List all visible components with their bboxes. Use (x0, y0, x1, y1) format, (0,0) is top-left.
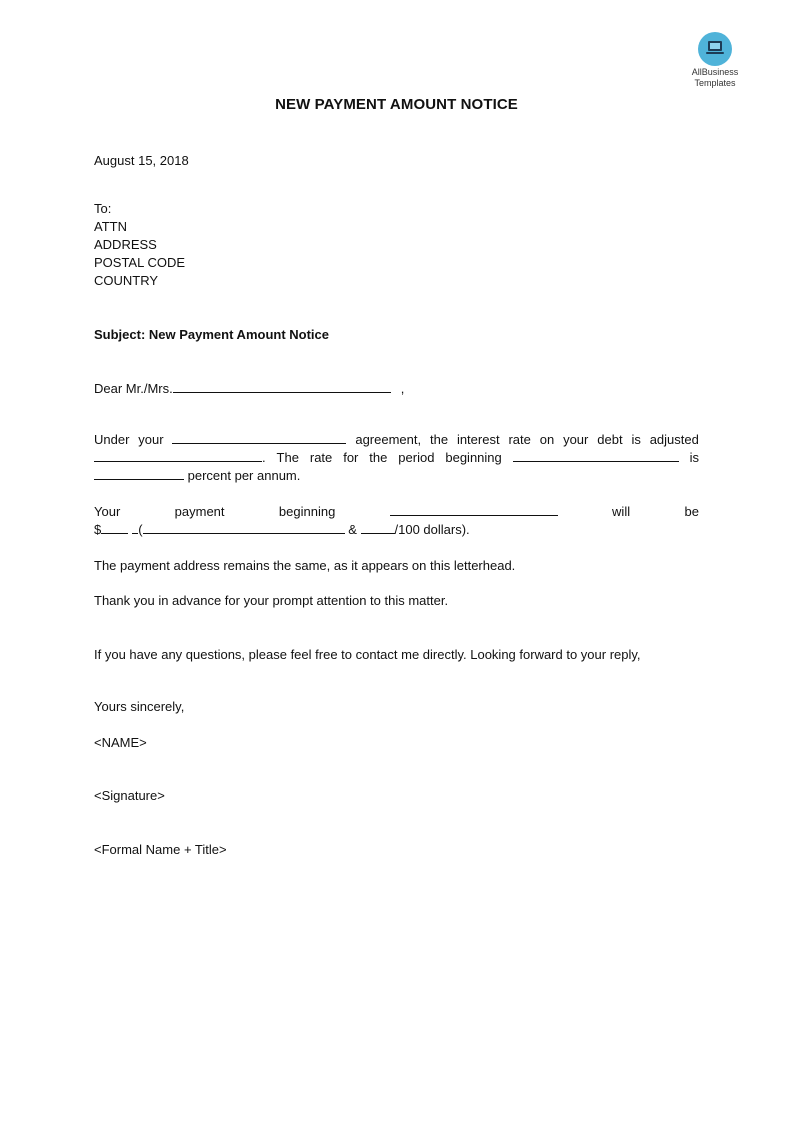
word: interest (456, 432, 500, 447)
word: rate (309, 450, 333, 465)
document-title: NEW PAYMENT AMOUNT NOTICE (275, 96, 518, 113)
word: period (398, 450, 435, 465)
word: agreement, (355, 432, 422, 447)
word: be (684, 504, 699, 519)
word: . (262, 450, 266, 465)
amount-words-blank (143, 521, 345, 534)
salutation-prefix: Dear Mr./Mrs. (94, 381, 173, 396)
para1-line1 (94, 431, 699, 449)
word: $ (94, 522, 102, 537)
letter-date: August 15, 2018 (94, 153, 189, 168)
logo (682, 32, 748, 88)
sender-signature: <Signature> (94, 788, 165, 803)
para1-line2 (94, 449, 699, 467)
word: is (631, 432, 641, 447)
recipient-country: COUNTRY (94, 273, 159, 288)
dollar-blank (101, 521, 128, 534)
sender-name: <NAME> (94, 735, 147, 750)
percent-blank (94, 467, 184, 480)
recipient-postal: POSTAL CODE (94, 255, 186, 270)
word: Your (94, 504, 121, 519)
word: beginning (445, 450, 502, 465)
word: is (689, 450, 699, 465)
adjusted-rate-blank (94, 449, 262, 462)
word: the (429, 432, 449, 447)
word: debt (597, 432, 623, 447)
name-blank (173, 380, 391, 393)
para2-line2 (94, 521, 470, 539)
salutation (94, 380, 404, 398)
para4: Thank you in advance for your prompt attention to this matter. (94, 593, 449, 608)
agreement-blank (172, 431, 346, 444)
word: payment (174, 504, 225, 519)
word: your (563, 432, 589, 447)
sender-formal-title: <Formal Name + Title> (94, 842, 227, 857)
subject-line: Subject: New Payment Amount Notice (94, 327, 329, 342)
word: the (369, 450, 388, 465)
recipient-address: ADDRESS (94, 237, 157, 252)
payment-begin-blank (390, 503, 558, 516)
word: for (343, 450, 359, 465)
laptop-icon (698, 32, 732, 66)
para1-line3 (94, 467, 300, 485)
word: The (276, 450, 299, 465)
word: /100 dollars). (394, 522, 470, 537)
recipient-attn: ATTN (94, 219, 127, 234)
salutation-comma: , (400, 381, 405, 396)
period-begin-blank (513, 449, 679, 462)
logo-text-line1: AllBusiness (691, 67, 739, 77)
word: rate (508, 432, 531, 447)
word: adjusted (649, 432, 699, 447)
word: Under (94, 432, 130, 447)
word: will (612, 504, 631, 519)
word: your (138, 432, 164, 447)
para2-line1 (94, 503, 699, 521)
logo-text-line2: Templates (694, 78, 736, 88)
word: beginning (278, 504, 336, 519)
word: on (539, 432, 555, 447)
word: ( (138, 522, 143, 537)
word: percent per annum. (187, 468, 301, 483)
word: & (348, 522, 357, 537)
recipient-to: To: (94, 201, 112, 216)
para5: If you have any questions, please feel free to contact me directly. Looking forward to your reply, (94, 647, 641, 662)
para3: The payment address remains the same, as it appears on this letterhead. (94, 558, 516, 573)
cents-blank (361, 521, 395, 534)
closing: Yours sincerely, (94, 699, 185, 714)
